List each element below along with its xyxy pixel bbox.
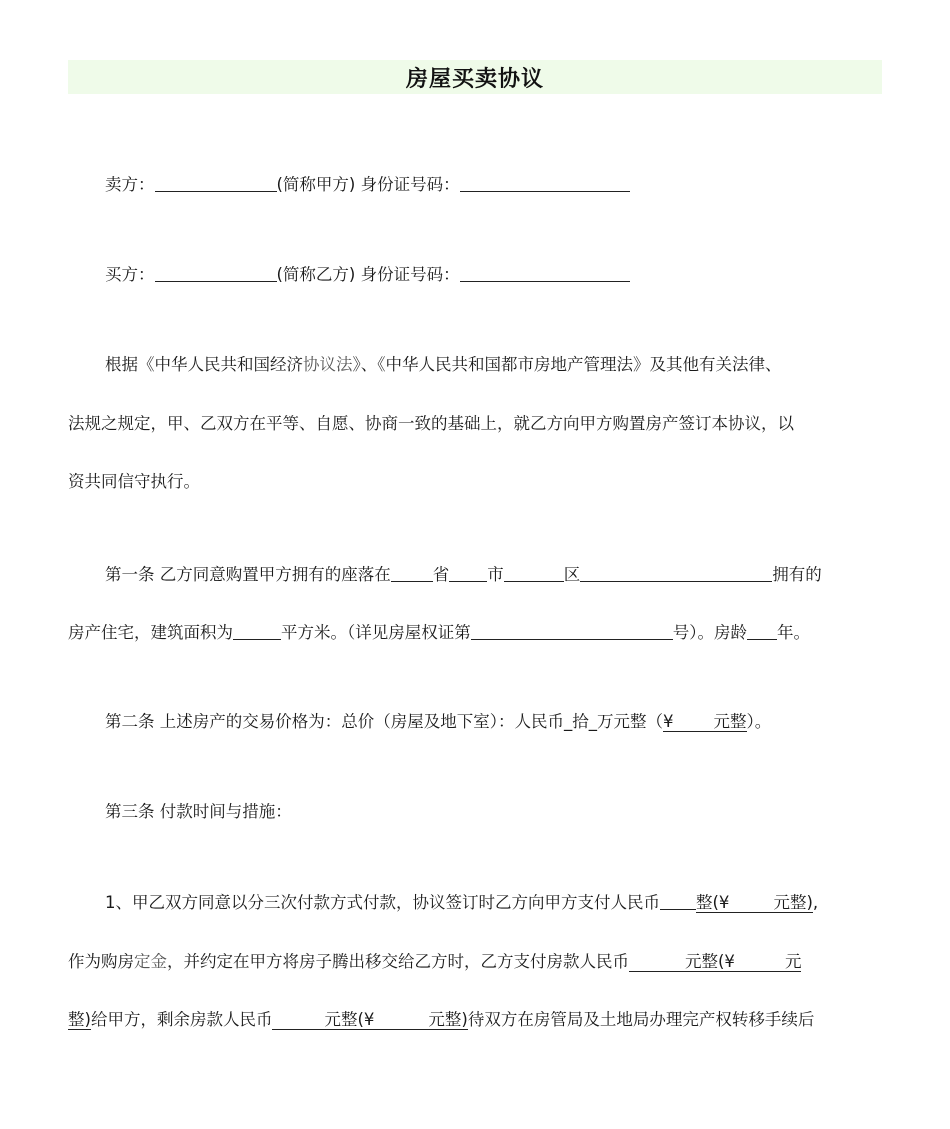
clause1-line-2 [68, 950, 882, 974]
clause1-comma: , [812, 893, 819, 912]
address-blank[interactable] [580, 565, 772, 582]
clause1-line-3 [68, 1008, 882, 1032]
final-payment-yuan: 元整) [428, 1010, 468, 1029]
article1-owned: 拥有的 [772, 565, 822, 584]
article2-yuan: 元整 [713, 712, 747, 731]
buyer-line [68, 263, 919, 287]
preamble-text-2: 法规之规定，甲、乙双方在平等、自愿、协商一致的基础上，就乙方向甲方购置房产签订本协议，以 [68, 414, 794, 433]
province-label: 省 [432, 565, 450, 584]
city-label: 市 [487, 565, 504, 584]
deposit-amount[interactable] [696, 893, 813, 913]
city-blank[interactable] [449, 565, 487, 582]
buyer-id-blank[interactable] [460, 265, 630, 282]
district-label: 区 [563, 565, 581, 584]
clause1-text-a: 1、甲乙双方同意以分三次付款方式付款，协议签订时乙方向甲方支付人民币 [105, 893, 660, 912]
clause1-text-b2: ，并约定在甲方将房子腾出移交给乙方时，乙方支付房款人民币 [167, 952, 629, 971]
article3-title: 第三条 付款时间与措施： [105, 802, 292, 821]
preamble-line-3 [68, 470, 882, 494]
article2-text: 第二条 上述房产的交易价格为：总价（房屋及地下室）：人民币_拾_万元整（ [105, 712, 663, 731]
second-payment-amount[interactable] [629, 952, 801, 972]
province-blank[interactable] [391, 565, 433, 582]
article1-year: 年。 [777, 623, 810, 642]
preamble-text-1: 根据《中华人民共和国经济 [105, 355, 303, 374]
clause1-text-c2: 给甲方，剩余房款人民币 [90, 1010, 273, 1029]
buyer-name-blank[interactable] [155, 265, 277, 282]
seller-abbr: (简称甲方) 身份证号码： [276, 175, 460, 194]
article1-line-2 [68, 621, 882, 645]
article1-text-a: 第一条 乙方同意购置甲方拥有的座落在 [105, 565, 391, 584]
clause1-line-1 [68, 891, 919, 915]
article1-hao: 号）。房龄 [672, 623, 747, 642]
seller-id-blank[interactable] [460, 175, 630, 192]
document-title: 房屋买卖协议 [405, 66, 544, 92]
article1-text-b: 房产住宅，建筑面积为 [68, 623, 233, 642]
preamble-line-1 [68, 353, 919, 377]
area-blank[interactable] [233, 623, 281, 640]
deposit-zheng: 整(¥ [696, 893, 730, 912]
clause1-text-c5: 待双方在房管局及土地局办理完产权转移手续后 [467, 1010, 815, 1029]
clause1-text-b1: 作为购房 [68, 952, 134, 971]
certificate-blank[interactable] [471, 623, 673, 640]
final-payment-zheng: 元整(¥ [324, 1010, 375, 1029]
article2-line [68, 710, 919, 734]
final-payment-amount[interactable] [272, 1010, 467, 1030]
preamble-text-3: 资共同信守执行。 [68, 472, 200, 491]
seller-label: 卖方： [105, 175, 155, 194]
article2-end: ）。 [746, 712, 772, 731]
preamble-link[interactable]: 协议法 [303, 355, 353, 374]
buyer-abbr: (简称乙方) 身份证号码： [276, 265, 460, 284]
article3-line [68, 800, 919, 824]
article1-sqm: 平方米。（详见房屋权证第 [281, 623, 471, 642]
deposit-link[interactable]: 定金 [134, 952, 167, 971]
second-payment-yuan: 元 [784, 952, 802, 971]
preamble-text-1b: 》、《中华人民共和国都市房地产管理法》及其他有关法律、 [352, 355, 782, 374]
article1-line-1 [68, 563, 919, 587]
age-blank[interactable] [747, 623, 777, 640]
preamble-line-2 [68, 412, 882, 436]
buyer-label: 买方： [105, 265, 155, 284]
seller-line [68, 173, 919, 197]
second-payment-zheng: 元整(¥ [685, 952, 735, 971]
deposit-yuan: 元整) [773, 893, 813, 912]
deposit-amount-blank[interactable] [660, 893, 696, 910]
article2-amount[interactable] [663, 712, 747, 732]
second-payment-end: 整) [68, 1010, 91, 1029]
district-blank[interactable] [504, 565, 564, 582]
title-bar [68, 60, 882, 94]
yen-symbol: ¥ [663, 712, 674, 731]
seller-name-blank[interactable] [155, 175, 277, 192]
